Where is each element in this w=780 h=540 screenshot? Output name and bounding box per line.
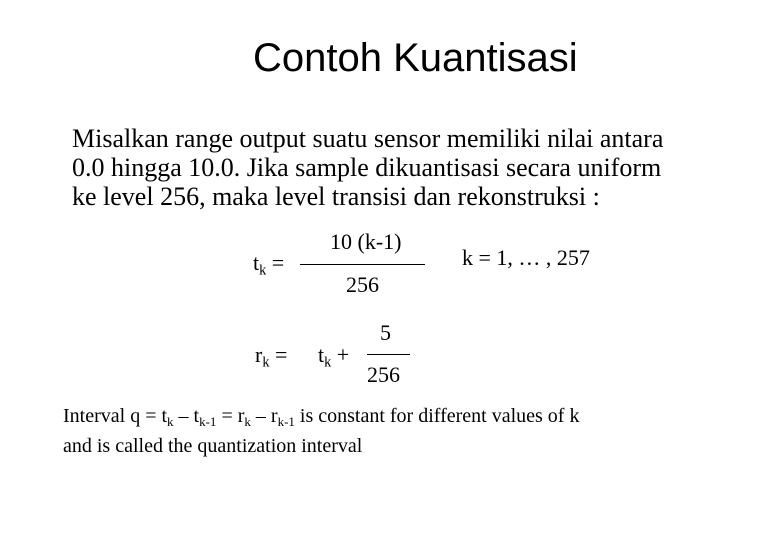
- tk-numerator: 10 (k-1): [330, 229, 402, 254]
- intro-line-2: 0.0 hingga 10.0. Jika sample dikuantisasi secara uniform: [72, 153, 662, 182]
- intro-line-1: Misalkan range output suatu sensor memiliki nilai antara: [72, 124, 664, 153]
- intro-line-3: ke level 256, maka level transisi dan rekonstruksi :: [72, 182, 600, 211]
- k-range: k = 1, … , 257: [462, 245, 590, 270]
- intro-paragraph: [72, 124, 752, 211]
- rk-numerator: 5: [380, 320, 391, 345]
- slide-title: Contoh Kuantisasi: [253, 36, 578, 80]
- interval-line-2: and is called the quantization interval: [63, 435, 363, 457]
- tk-denominator: 256: [346, 272, 379, 297]
- tk-lhs: $t_k$ =: [253, 250, 285, 279]
- rk-term: $t_k$ +: [318, 342, 350, 371]
- rk-denominator: 256: [367, 362, 400, 387]
- interval-line-1: Interval $q = t_k - t_{k-1} = r_k - r_{k-1}$ is constant for different values of k: [63, 405, 580, 429]
- rk-fraction-bar: [367, 354, 410, 355]
- rk-lhs: $r_k$ =: [255, 342, 288, 371]
- tk-fraction-bar: [300, 264, 425, 265]
